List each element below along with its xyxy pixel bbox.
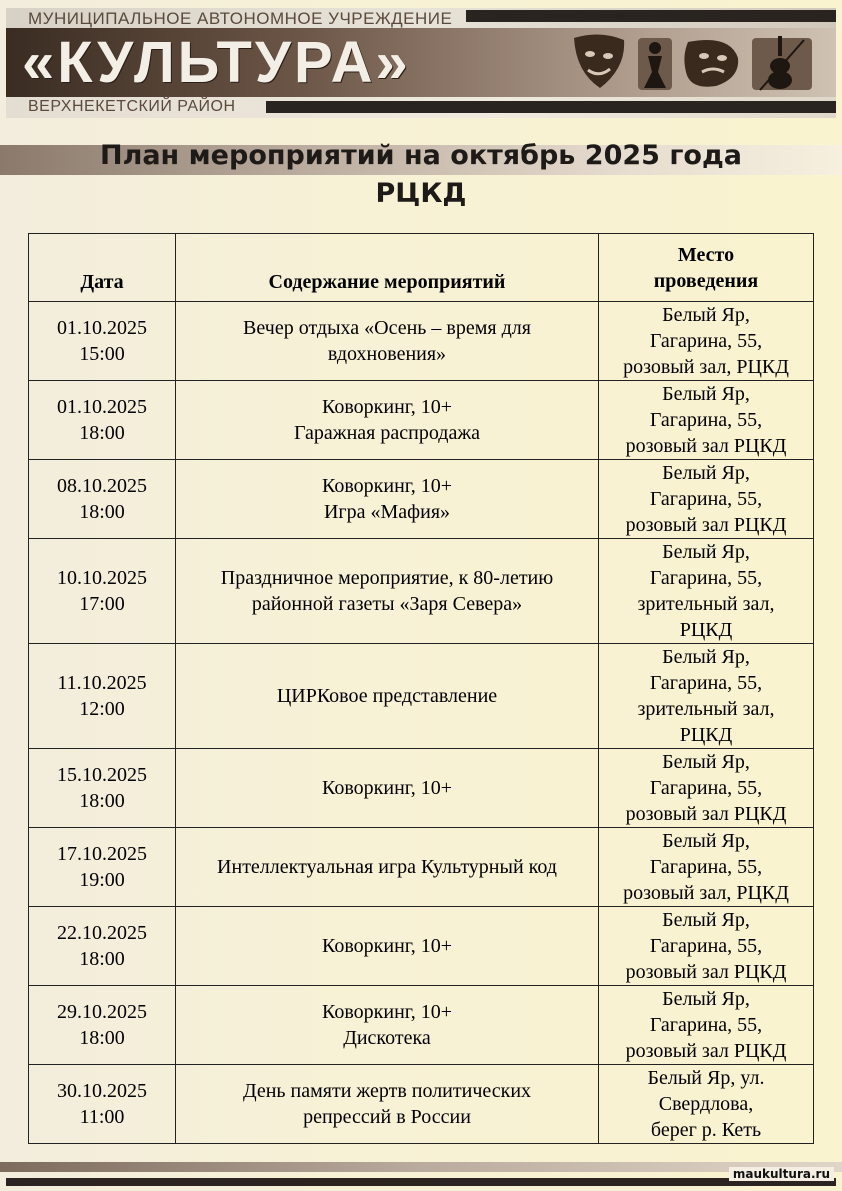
cell-place (599, 986, 814, 1065)
cell-place (599, 539, 814, 644)
site-link[interactable]: maukultura.ru (729, 1167, 834, 1181)
place-text-line: РЦКД (679, 619, 733, 641)
cell-date (29, 539, 176, 644)
footer-dark-stripe (6, 1178, 836, 1186)
page-subtitle: РЦКД (375, 178, 467, 209)
event-text-line: Коворкинг, 10+ (322, 475, 452, 497)
place-text-line: розовый зал, РЦКД (623, 356, 789, 378)
place-text-line: Гагарина, 55, (649, 777, 763, 799)
header-place (599, 234, 814, 302)
place-text-line: Гагарина, 55, (649, 409, 763, 431)
cell-event (176, 907, 599, 986)
event-time: 11:00 (79, 1106, 125, 1128)
event-time: 18:00 (79, 1027, 125, 1049)
place-text-line: РЦКД (679, 724, 733, 746)
event-date: 17.10.2025 (57, 843, 147, 865)
event-time: 18:00 (79, 790, 125, 812)
table-row (29, 644, 814, 749)
event-time: 18:00 (79, 501, 125, 523)
event-date: 15.10.2025 (57, 764, 147, 786)
event-text-line: ЦИРКовое представление (276, 685, 498, 707)
event-date: 29.10.2025 (57, 1001, 147, 1023)
cell-place (599, 907, 814, 986)
place-text-line: розовый зал РЦКД (625, 961, 787, 983)
table-row (29, 460, 814, 539)
cell-place (599, 381, 814, 460)
event-text-line: Игра «Мафия» (323, 501, 451, 523)
header-place-line: проведения (653, 269, 759, 292)
page-title: План мероприятий на октябрь 2025 года (99, 140, 743, 171)
events-table (28, 233, 814, 1144)
table-row (29, 302, 814, 381)
cell-date (29, 828, 176, 907)
table-row (29, 1065, 814, 1144)
event-text-line: вдохновения» (327, 343, 447, 365)
place-text-line: зрительный зал, (637, 593, 775, 615)
cell-event (176, 302, 599, 381)
table-row (29, 381, 814, 460)
place-text-line: розовый зал РЦКД (625, 435, 787, 457)
cell-event (176, 644, 599, 749)
place-text-line: Свердлова, (658, 1093, 754, 1115)
event-text-line: Коворкинг, 10+ (322, 396, 452, 418)
place-text-line: Гагарина, 55, (649, 1014, 763, 1036)
place-text-line: Гагарина, 55, (649, 935, 763, 957)
place-text-line: Белый Яр, (662, 751, 750, 773)
event-text-line: День памяти жертв политических (242, 1080, 532, 1102)
cell-place (599, 460, 814, 539)
event-text-line: Коворкинг, 10+ (322, 935, 452, 957)
place-text-line: Белый Яр, (662, 909, 750, 931)
event-time: 15:00 (79, 343, 125, 365)
place-text-line: розовый зал РЦКД (625, 1040, 787, 1062)
table-row (29, 828, 814, 907)
event-date: 01.10.2025 (57, 396, 147, 418)
event-text-line: Гаражная распродажа (293, 422, 481, 444)
cell-date (29, 460, 176, 539)
event-text-line: Коворкинг, 10+ (322, 777, 452, 799)
place-text-line: Гагарина, 55, (649, 856, 763, 878)
table-row (29, 749, 814, 828)
cell-place (599, 749, 814, 828)
cell-event (176, 986, 599, 1065)
cell-event (176, 381, 599, 460)
place-text-line: зрительный зал, (637, 698, 775, 720)
place-text-line: Гагарина, 55, (649, 488, 763, 510)
org-type-line: МУНИЦИПАЛЬНОЕ АВТОНОМНОЕ УЧРЕЖДЕНИЕ (28, 9, 453, 28)
place-text-line: Гагарина, 55, (649, 672, 763, 694)
event-text-line: репрессий в России (303, 1106, 471, 1128)
cell-place (599, 828, 814, 907)
header-place-line: Место (677, 243, 735, 266)
event-time: 18:00 (79, 948, 125, 970)
brand-title: «КУЛЬТУРА» (22, 30, 411, 95)
cell-date (29, 1065, 176, 1144)
place-text-line: Белый Яр, (662, 541, 750, 563)
event-text-line: районной газеты «Заря Севера» (251, 593, 523, 615)
header-date: Дата (29, 234, 176, 302)
event-time: 12:00 (79, 698, 125, 720)
cell-date (29, 907, 176, 986)
event-time: 19:00 (79, 869, 125, 891)
event-date: 08.10.2025 (57, 475, 147, 497)
place-text-line: розовый зал РЦКД (625, 803, 787, 825)
event-date: 22.10.2025 (57, 922, 147, 944)
cell-event (176, 539, 599, 644)
footer-bar (0, 1162, 842, 1172)
place-text-line: Белый Яр, (662, 462, 750, 484)
event-text-line: Праздничное мероприятие, к 80-летию (220, 567, 554, 589)
event-date: 30.10.2025 (57, 1080, 147, 1102)
cell-event (176, 828, 599, 907)
cell-event (176, 749, 599, 828)
table-header-row (29, 234, 814, 302)
event-date: 01.10.2025 (57, 317, 147, 339)
cell-date (29, 749, 176, 828)
place-text-line: розовый зал, РЦКД (623, 882, 789, 904)
dancer-icon (638, 38, 672, 90)
place-text-line: Белый Яр, (662, 830, 750, 852)
cell-place (599, 644, 814, 749)
event-date: 10.10.2025 (57, 567, 147, 589)
event-text-line: Коворкинг, 10+ (322, 1001, 452, 1023)
palette-icon (684, 40, 738, 87)
place-text-line: розовый зал РЦКД (625, 514, 787, 536)
event-date: 11.10.2025 (57, 672, 147, 694)
event-time: 17:00 (79, 593, 125, 615)
district-line: ВЕРХНЕКЕТСКИЙ РАЙОН (28, 98, 236, 115)
cell-event (176, 1065, 599, 1144)
violin-icon (752, 36, 812, 90)
cell-date (29, 302, 176, 381)
place-text-line: Белый Яр, (662, 646, 750, 668)
table-row (29, 986, 814, 1065)
cell-place (599, 1065, 814, 1144)
place-text-line: Белый Яр, ул. (647, 1067, 765, 1089)
place-text-line: Белый Яр, (662, 304, 750, 326)
table-row (29, 539, 814, 644)
place-text-line: Гагарина, 55, (649, 330, 763, 352)
cell-place (599, 302, 814, 381)
table-row (29, 907, 814, 986)
place-text-line: Белый Яр, (662, 988, 750, 1010)
event-text-line: Вечер отдыха «Осень – время для (243, 317, 531, 339)
culture-icons (570, 32, 820, 99)
event-text-line: Дискотека (343, 1027, 431, 1049)
theatre-masks-icon (574, 34, 624, 88)
place-text-line: Гагарина, 55, (649, 567, 763, 589)
cell-event (176, 460, 599, 539)
cell-date (29, 986, 176, 1065)
cell-date (29, 381, 176, 460)
place-text-line: Белый Яр, (662, 383, 750, 405)
event-time: 18:00 (79, 422, 125, 444)
event-text-line: Интеллектуальная игра Культурный код (217, 856, 557, 878)
header-event: Содержание мероприятий (176, 234, 599, 302)
place-text-line: берег р. Кеть (650, 1119, 762, 1141)
cell-date (29, 644, 176, 749)
